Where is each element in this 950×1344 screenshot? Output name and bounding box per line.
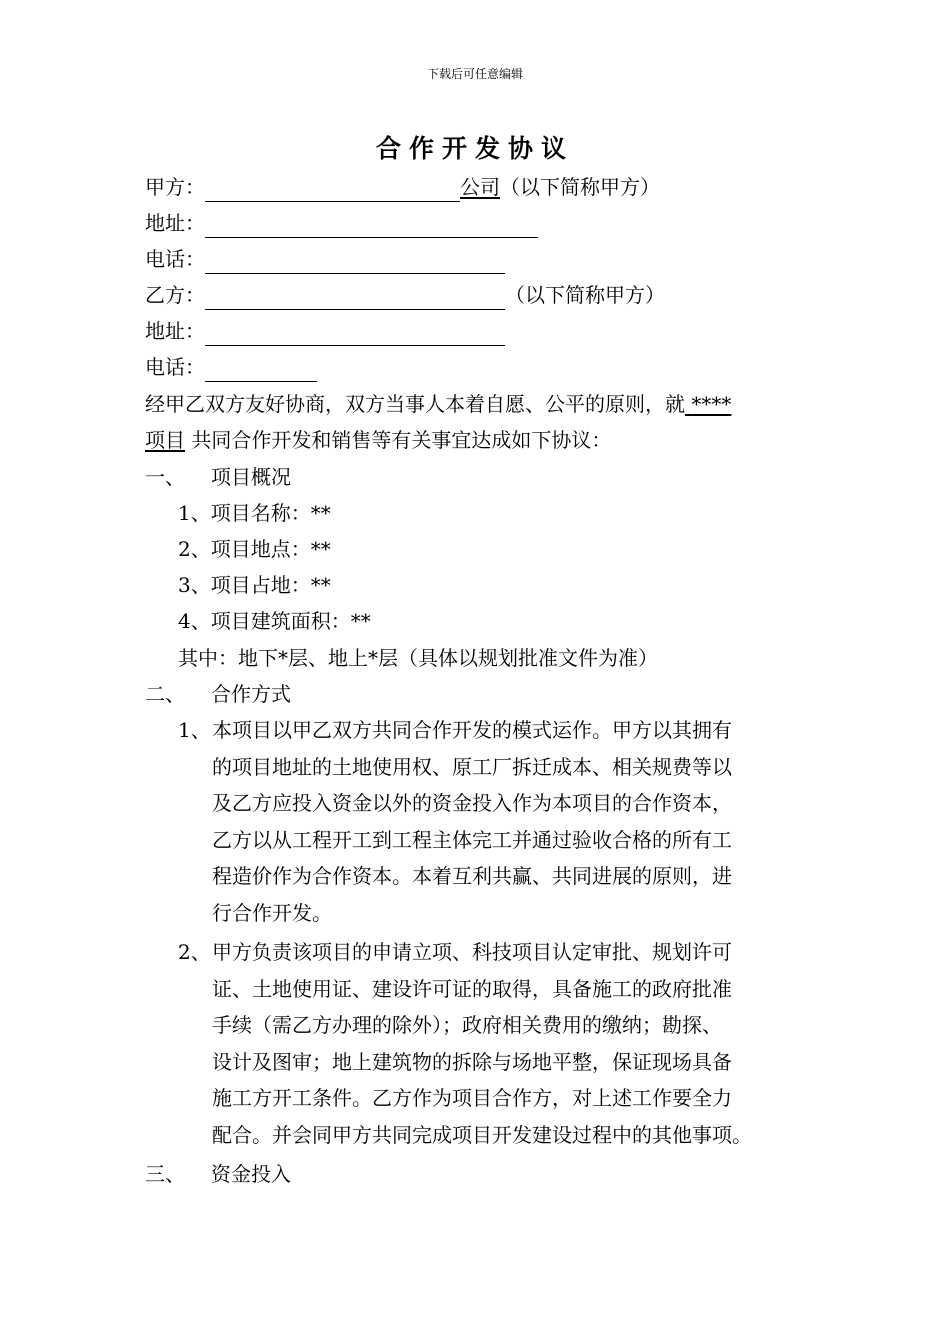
clause-2-number: 2、: [178, 940, 211, 964]
clause-1-line: 及乙方应投入资金以外的资金投入作为本项目的合作资本，: [212, 791, 732, 815]
clause-1-line: 的项目地址的土地使用权、原工厂拆迁成本、相关规费等以: [212, 754, 732, 779]
section-1-item-1: 1、项目名称：**: [178, 501, 331, 525]
section-1-heading: [145, 462, 291, 492]
section-1-number: 一、: [145, 465, 185, 489]
clause-2-body: [212, 934, 752, 1153]
party-a-name-blank: [205, 177, 460, 202]
section-1-item-2: 2、项目地点：**: [178, 537, 331, 561]
party-a-abbrev: （以下简称甲方）: [500, 175, 660, 199]
intro-text-1: 经甲乙双方友好协商，双方当事人本着自愿、公平的原则，就: [145, 392, 685, 416]
section-2-title: 合作方式: [211, 682, 291, 706]
party-a-address-blank: [205, 213, 538, 238]
party-a-phone-label: 电话：: [145, 247, 205, 271]
clause-1-body: [212, 712, 732, 931]
party-a-label: 甲方：: [145, 175, 205, 199]
clause-2-line: 手续（需乙方办理的除外）；政府相关费用的缴纳；勘探、: [212, 1013, 722, 1037]
party-b-label: 乙方：: [145, 283, 205, 307]
party-b-name-blank: [205, 285, 505, 310]
section-2-heading: [145, 679, 291, 709]
party-a-address-label: 地址：: [145, 211, 205, 235]
intro-project-code: ****: [691, 392, 732, 416]
section-1-note: 其中：地下*层、地上*层（具体以规划批准文件为准）: [178, 646, 658, 670]
party-a-phone-line: [145, 244, 505, 274]
clause-2-line: 配合。并会同甲方共同完成项目开发建设过程中的其他事项。: [212, 1122, 752, 1147]
clause-2-line: 证、土地使用证、建设许可证的取得，具备施工的政府批准: [212, 976, 732, 1001]
intro-line-1: [145, 389, 731, 419]
section-1-item-4: 4、项目建筑面积：**: [178, 609, 371, 633]
party-a-phone-blank: [205, 249, 505, 274]
party-b-address-label: 地址：: [145, 319, 205, 343]
section-1-title: 项目概况: [211, 465, 291, 489]
intro-line-2: [145, 425, 611, 455]
party-b-address-blank: [205, 321, 505, 346]
section-1-item-3: 3、项目占地：**: [178, 573, 331, 597]
page-header-note: 下载后可任意编辑: [426, 67, 523, 81]
party-b-abbrev: （以下简称甲方）: [505, 283, 665, 307]
clause-1-line: 本项目以甲乙双方共同合作开发的模式运作。甲方以其拥有: [212, 718, 732, 742]
party-b-phone-label: 电话：: [145, 355, 205, 379]
clause-2-line: 施工方开工条件。乙方作为项目合作方，对上述工作要全力: [212, 1086, 732, 1110]
document-title: 合作开发协议: [375, 134, 574, 163]
party-a-address-line: [145, 208, 538, 238]
clause-1-line: 行合作开发。: [212, 900, 332, 925]
clause-1-line: 程造价作为合作资本。本着互利共赢、共同进展的原则，进: [212, 864, 732, 888]
intro-project-word: 项目: [145, 428, 185, 452]
clause-1-line: 乙方以从工程开工到工程主体完工并通过验收合格的所有工: [212, 827, 732, 852]
party-a-company: 公司: [460, 175, 500, 199]
clause-2-line: 甲方负责该项目的申请立项、科技项目认定审批、规划许可: [212, 940, 732, 964]
section-3-heading: [145, 1159, 291, 1189]
party-b-line: [145, 280, 665, 310]
party-b-address-line: [145, 316, 505, 346]
intro-text-2: 共同合作开发和销售等有关事宜达成如下协议：: [185, 428, 612, 452]
clause-1-number: 1、: [178, 718, 211, 742]
party-a-line: [145, 172, 660, 202]
party-b-phone-blank: [205, 357, 317, 382]
clause-2-line: 设计及图审；地上建筑物的拆除与场地平整，保证现场具备: [212, 1049, 732, 1074]
party-b-phone-line: [145, 352, 317, 382]
section-2-number: 二、: [145, 682, 185, 706]
section-3-title: 资金投入: [211, 1162, 291, 1186]
section-3-number: 三、: [145, 1162, 185, 1186]
